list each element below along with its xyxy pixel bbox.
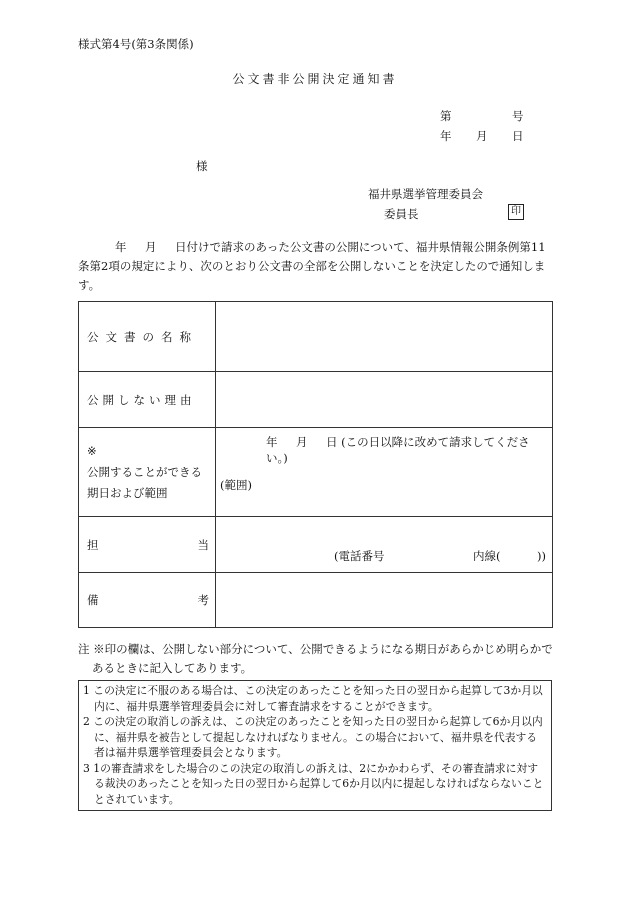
- mark-symbol: ※: [87, 443, 97, 458]
- issuer-title: 委員長: [384, 207, 419, 221]
- remarks-label-right: 考: [197, 593, 209, 607]
- intro-paragraph: [78, 238, 556, 295]
- footnote-text: 注 ※印の欄は、公開しない部分について、公開できるようになる期日があらかじめ明らかであるときに記入してあります。: [78, 642, 553, 675]
- disclosure-label-cell: [79, 428, 216, 517]
- addressee-honorific: 様: [196, 159, 208, 173]
- intro-text: 日付けで請求のあった公文書の公開について、福井県情報公開条例第11条第2項の規定により、次のとおり公文書の全部を公開しないことを決定したので通知します。: [78, 240, 546, 292]
- intro-year: 年: [115, 240, 127, 254]
- disclosure-scope: (範囲): [220, 478, 252, 492]
- doc-name-value: [216, 302, 553, 372]
- disclosure-label-1: 公開することができる: [87, 464, 202, 479]
- issue-year: 年: [440, 129, 452, 143]
- disclosure-day: 日: [326, 435, 338, 449]
- reason-value: [216, 372, 553, 428]
- contact-label-cell: [79, 517, 216, 573]
- remarks-value: [216, 573, 553, 628]
- instructions-box: [78, 680, 552, 811]
- extension-label: 内線(: [473, 549, 501, 563]
- disclosure-month: 月: [296, 435, 308, 449]
- instruction-2: 2 この決定の取消しの訴えは、この決定のあったことを知った日の翌日から起算して6か月以内に、福井県を被告として提起しなければなりません。この場合において、福井県を代表する者は福井県選挙管理委員会となります。: [83, 715, 543, 759]
- reason-label: 公開しない理由: [87, 392, 196, 407]
- issue-month: 月: [476, 129, 488, 143]
- issue-day: 日: [512, 129, 524, 143]
- document-number: [440, 108, 524, 124]
- seal-mark: 印: [508, 204, 524, 220]
- intro-month: 月: [145, 240, 157, 254]
- disclosure-value: [216, 428, 553, 517]
- instruction-1: 1 この決定に不服のある場合は、この決定のあったことを知った日の翌日から起算して3か月以内に、福井県選挙管理委員会に対して審査請求をすることができます。: [83, 684, 543, 713]
- issuer-organization: 福井県選挙管理委員会: [368, 187, 483, 201]
- footnote: [78, 640, 556, 678]
- form-number: 様式第4号(第3条関係): [78, 37, 194, 51]
- disclosure-date-note: (この日以降に改めて請求してください。): [266, 435, 530, 465]
- instruction-3: 3 1の審査請求をした場合のこの決定の取消しの訴えは、2にかかわらず、その審査請求に対する裁決のあったことを知った日の翌日から起算して6か月以内に提起しなければならないこととされています。: [83, 761, 544, 806]
- number-prefix: 第: [440, 109, 452, 123]
- contact-label-right: 当: [197, 537, 209, 552]
- remarks-label-left: 備: [87, 593, 99, 607]
- extension-close: )): [537, 549, 546, 563]
- doc-name-label-cell: [79, 302, 216, 372]
- issue-date: [440, 128, 524, 144]
- remarks-label-cell: [79, 573, 216, 628]
- disclosure-year: 年: [266, 435, 278, 449]
- doc-name-label: 公文書の名称: [87, 329, 198, 344]
- number-suffix: 号: [512, 109, 524, 123]
- contact-label-left: 担: [87, 537, 99, 552]
- decision-table: [78, 301, 553, 628]
- disclosure-label-2: 期日および範囲: [87, 485, 168, 500]
- phone-label: (電話番号: [334, 549, 385, 563]
- document-title: 公文書非公開決定通知書: [232, 72, 398, 86]
- contact-value: [216, 517, 553, 573]
- reason-label-cell: [79, 372, 216, 428]
